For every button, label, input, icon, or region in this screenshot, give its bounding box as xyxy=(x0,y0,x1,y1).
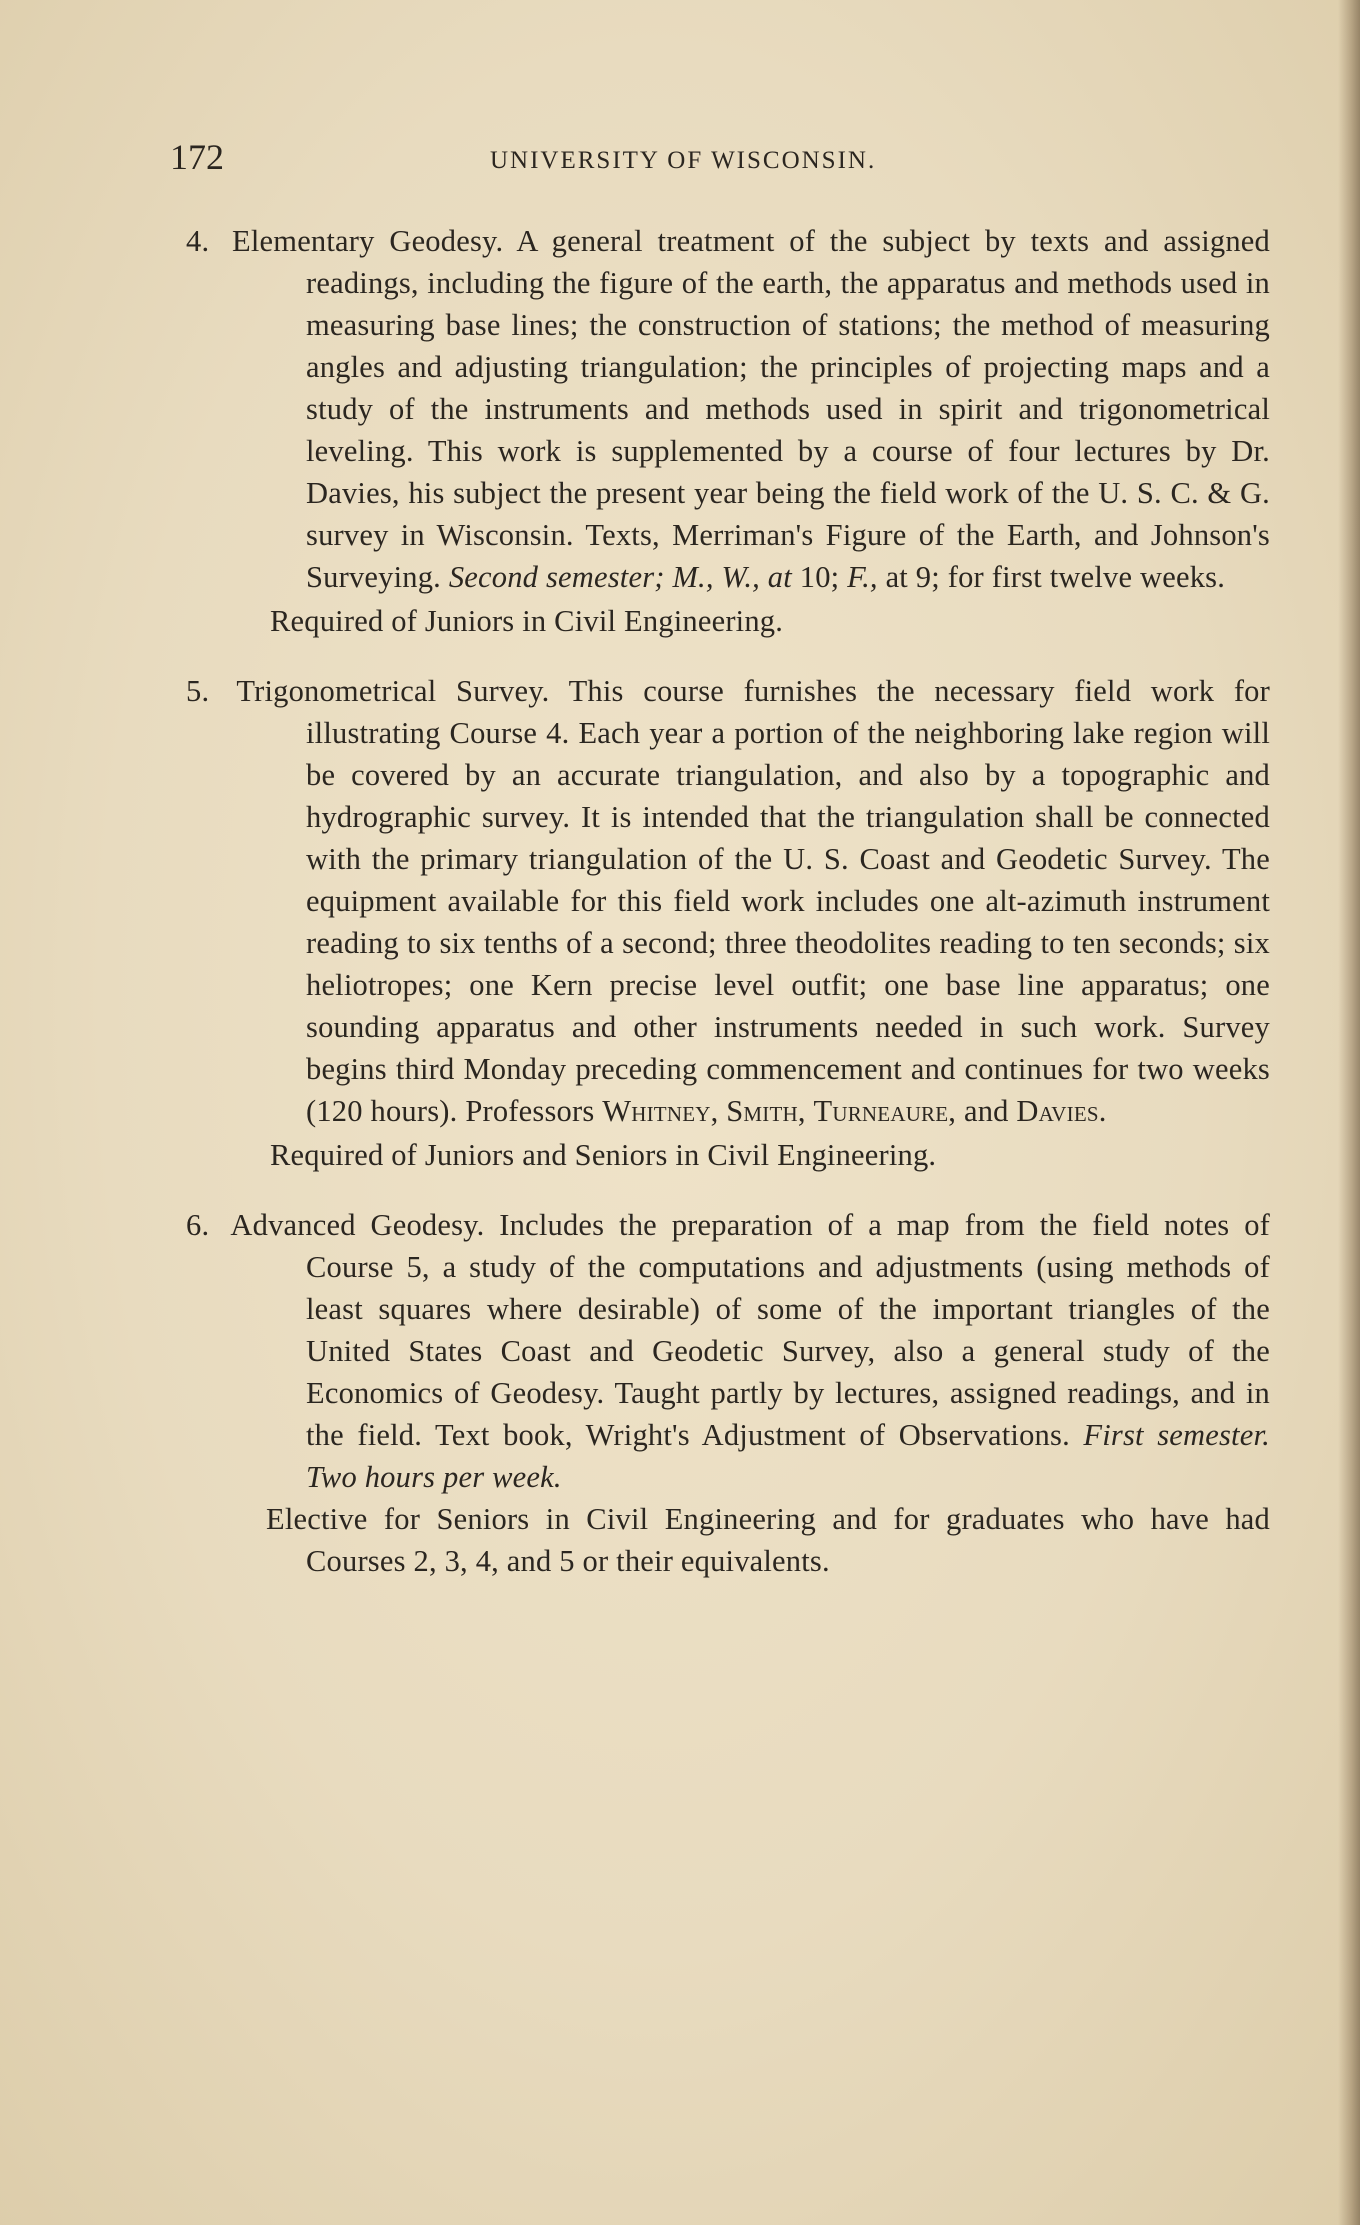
course-hours: Two hours per week. xyxy=(306,1460,562,1494)
section-gap xyxy=(186,642,1270,670)
page-header xyxy=(170,132,1270,182)
course-6-requirement: Elective for Seniors in Civil Engineering and for graduates who have had Courses 2, 3, 4, and 5 or their equivalents. xyxy=(266,1502,1270,1578)
course-title: Advanced Geodesy. xyxy=(230,1208,485,1242)
course-5-description: 5. Trigonometrical Survey. This course furnishes the necessary field work for illustrating Course 4. Each year a portion of the neighboring lake region will be covered by an accurate triangulation, and also by a topographic and hydrographic survey. It is intended that the triangulation shall be connected with the primary triangulation of the U. S. Coast and Geodetic Survey. The equipment available for this field work includes one alt-azimuth instrument reading to six tenths of a second; three theodolites reading to ten seconds; six heliotropes; one Kern precise level outfit; one base line apparatus; one sounding apparatus and other instruments needed in such work. Survey begins third Monday preceding commencement and continues for two weeks (120 hours). Professors Whitney, Smith, Turneaure, and Davies. xyxy=(186,674,1270,1128)
course-schedule: Second semester; M., W., at xyxy=(448,560,792,594)
course-title: Elementary Geodesy. xyxy=(232,224,504,258)
course-schedule-detail: at 9; for first twelve weeks. xyxy=(885,560,1226,594)
professor-name: Whitney xyxy=(602,1094,711,1128)
running-head: UNIVERSITY OF WISCONSIN. xyxy=(490,147,877,174)
course-title: Trigonometrical Survey. xyxy=(236,674,550,708)
professors-prefix: Professors xyxy=(465,1094,595,1128)
course-schedule-day: F., xyxy=(847,560,878,594)
course-number: 6. xyxy=(186,1208,210,1242)
course-schedule-hour: 10; xyxy=(799,560,840,594)
course-4-requirement: Required of Juniors in Civil Engineering. xyxy=(270,604,784,638)
course-4-description xyxy=(186,220,1270,598)
professor-name: Smith xyxy=(726,1094,798,1128)
course-text: A general treatment of the subject by texts and assigned readings, including the figure of the earth, the apparatus and methods used in measuring base lines; the construction of stations; the method of measuring angles and adjusting triangulation; the principles of projecting maps and a study of the instruments and methods used in spirit and trigonometrical leveling. This work is supplemented by a course of four lectures by Dr. Davies, his subject the present year being the field work of the U. S. C. & G. survey in Wisconsin. Texts, Merriman's Figure of the Earth, and Johnson's Surveying. xyxy=(306,224,1270,594)
section-gap xyxy=(186,1176,1270,1204)
course-number: 5. xyxy=(186,674,210,708)
and-word: and xyxy=(963,1094,1009,1128)
course-5-requirement: Required of Juniors and Seniors in Civil Engineering. xyxy=(270,1138,937,1172)
course-semester: First semester. xyxy=(1083,1418,1270,1452)
page-number: 172 xyxy=(170,137,224,177)
course-number: 4. xyxy=(186,224,210,258)
course-text: This course furnishes the necessary field work for illustrating Course 4. Each year a portion of the neighboring lake region will be covered by an accurate triangulation, and also by a topographic and hydrographic survey. It is intended that the triangulation shall be connected with the primary triangulation of the U. S. Coast and Geodetic Survey. The equipment available for this field work includes one alt-azimuth instrument reading to six tenths of a second; three theodolites reading to ten seconds; six heliotropes; one Kern precise level outfit; one base line apparatus; one sounding apparatus and other instruments needed in such work. Survey begins third Monday preceding commencement and continues for two weeks (120 hours). xyxy=(306,674,1270,1128)
course-6-description xyxy=(186,1204,1270,1498)
page-edge-shadow xyxy=(1338,0,1360,2225)
course-text: Includes the preparation of a map from the field notes of Course 5, a study of the computations and adjustments (using methods of least squares where desirable) of some of the important triangles of the United States Coast and Geodetic Survey, also a general study of the Economics of Geodesy. Taught partly by lectures, assigned readings, and in the field. Text book, Wright's Adjustment of Observations. xyxy=(306,1208,1271,1452)
professor-name: Turneaure xyxy=(813,1094,949,1128)
professor-name: Davies xyxy=(1016,1094,1099,1128)
page-body xyxy=(186,220,1270,1582)
